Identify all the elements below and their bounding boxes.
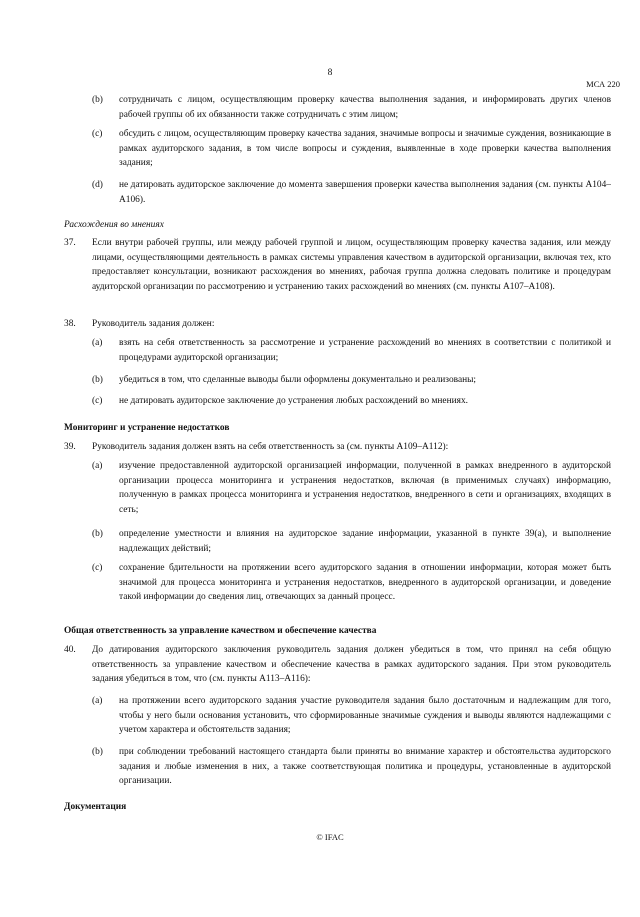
item-label: (c) xyxy=(92,563,103,573)
item-text: не датировать аудиторское заключение до момента завершения проверки качества выполнения задания (см. пункты A104–A106). xyxy=(119,180,611,205)
item-label: (c) xyxy=(92,129,103,139)
section-heading-monitoring: Мониторинг и устранение недостатков xyxy=(64,423,230,433)
item-label: (b) xyxy=(92,95,103,105)
paragraph-text: Если внутри рабочей группы, или между рабочей группой и лицом, осуществляющим проверку качества задания, или между лицами, осуществляющими деятельность в рамках системы управления качеством в аудиторской организации, включая тех, кто предоставляет консультации, возникают расхождения во мнениях, рабочая группа должна следовать политике и процедурам аудиторской организации по рассмотрению и устранению таких расхождений во мнениях (см. пункты A107–A108). xyxy=(92,238,611,292)
item-label: (d) xyxy=(92,180,103,190)
document-id: МСА 220 xyxy=(586,79,620,89)
item-label: (a) xyxy=(92,338,103,348)
paragraph-number: 40. xyxy=(64,645,76,655)
page-number: 8 xyxy=(327,68,333,78)
item-text: сохранение бдительности на протяжении всего аудиторского задания в отношении информации, которая может быть значимой для процесса мониторинга и устранения недостатков, внедренного в аудиторской организации, и доведение такой информации до сведения лиц, отвечающих за данный процесс. xyxy=(119,563,611,603)
paragraph-text: До датирования аудиторского заключения руководитель задания должен убедиться в том, что принял на себя общую ответственность за управление качеством и обеспечение качества в рамках аудиторского задания. При этом руководитель задания убедиться в том, что (см. пункты A113–A116): xyxy=(92,645,611,685)
section-heading-documentation: Документация xyxy=(64,802,127,812)
section-heading-overall: Общая ответственность за управление качеством и обеспечение качества xyxy=(64,626,377,636)
item-text: сотрудничать с лицом, осуществляющим проверку качества выполнения задания, и информировать других членов рабочей группы об их обязанности также сотрудничать с этим лицом; xyxy=(119,95,611,120)
item-text: не датировать аудиторское заключение до устранения любых расхождений во мнениях. xyxy=(119,396,468,406)
item-text: на протяжении всего аудиторского задания участие руководителя задания было достаточным и надлежащим для того, чтобы у него были основания установить, что сформированные значимые суждения и выводы являются надлежащими с учетом характера и обстоятельств задания; xyxy=(119,696,611,736)
paragraph-number: 38. xyxy=(64,319,76,329)
item-label: (b) xyxy=(92,747,103,757)
paragraph-number: 39. xyxy=(64,442,76,452)
paragraph-text: Руководитель задания должен взять на себя ответственность за (см. пункты A109–A112): xyxy=(92,442,449,452)
item-text: взять на себя ответственность за рассмотрение и устранение расхождений во мнениях в соответствии с политикой и процедурами аудиторской организации; xyxy=(119,338,611,363)
item-label: (b) xyxy=(92,529,103,539)
paragraph-text: Руководитель задания должен: xyxy=(92,319,215,329)
item-text: обсудить с лицом, осуществляющим проверку качества задания, значимые вопросы и значимые суждения, возникающие в рамках аудиторского задания, в том числе вопросы и суждения, выявленные в ходе проверки качества выполнения задания; xyxy=(119,129,611,169)
item-label: (a) xyxy=(92,461,103,471)
footer-copyright: © IFAC xyxy=(316,832,344,842)
paragraph-number: 37. xyxy=(64,238,76,248)
item-text: определение уместности и влияния на аудиторское задание информации, указанной в пункте 39(a), и выполнение надлежащих действий; xyxy=(119,529,611,554)
item-label: (c) xyxy=(92,396,103,406)
item-text: при соблюдении требований настоящего стандарта были приняты во внимание характер и обстоятельства аудиторского задания и любые изменения в них, а также соответствующая политика и процедуры, установленные в аудиторской организации. xyxy=(119,747,611,787)
item-label: (b) xyxy=(92,375,103,385)
item-text: убедиться в том, что сделанные выводы были оформлены документально и реализованы; xyxy=(119,375,477,385)
item-label: (a) xyxy=(92,696,103,706)
section-heading-differences: Расхождения во мнениях xyxy=(64,220,164,230)
item-text: изучение предоставленной аудиторской организацией информации, полученной в рамках внедренного в аудиторской организации процесса мониторинга и устранения недостатков, включая (в применимых случаях) информацию, полученную в рамках процесса мониторинга и устранения недостатков, внедренного в сети и организациях, входящих в сеть; xyxy=(119,461,611,515)
